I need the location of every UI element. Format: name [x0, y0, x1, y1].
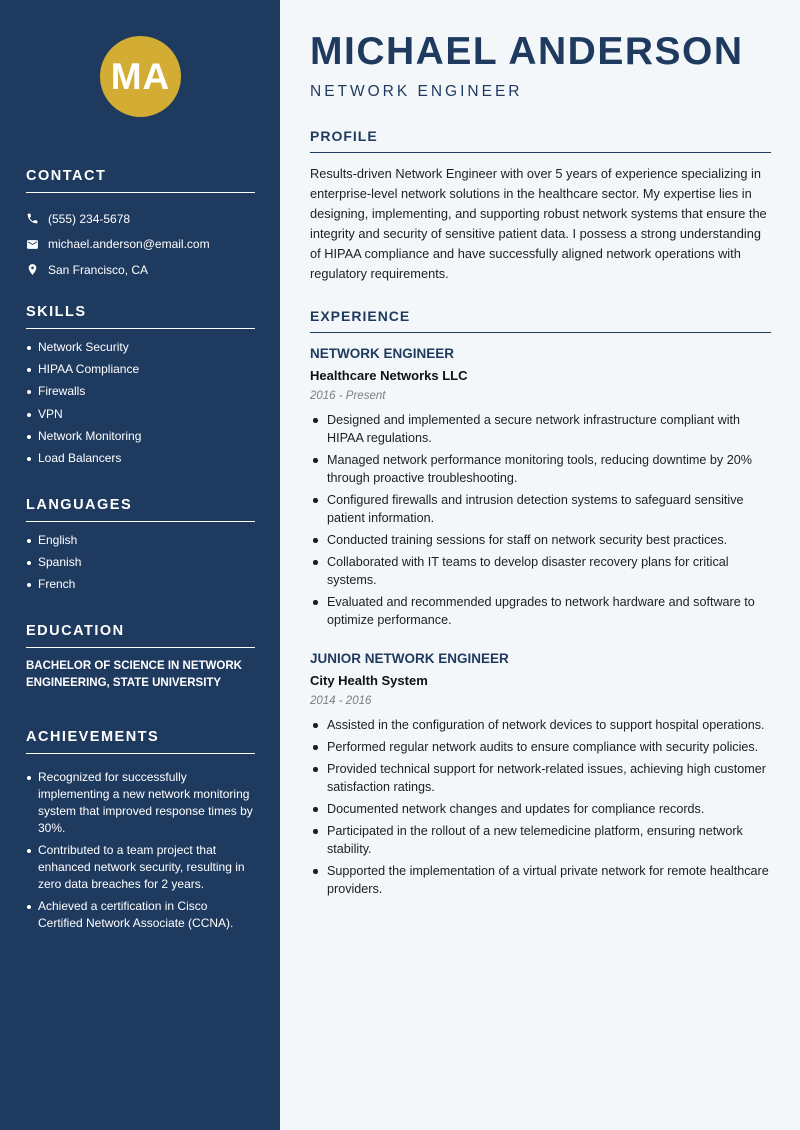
- job-entry: [310, 651, 771, 902]
- avatar: MA: [100, 36, 181, 117]
- contact-phone: [26, 206, 255, 232]
- job-company: Healthcare Networks LLC: [310, 368, 468, 383]
- profile-heading: PROFILE: [310, 128, 771, 153]
- job-bullet: Designed and implemented a secure network infrastructure compliant with HIPAA regulations.: [310, 411, 771, 447]
- achievement-item: Recognized for successfully implementing a new network monitoring system that improved response times by 30%.: [26, 769, 255, 837]
- achievements-heading: ACHIEVEMENTS: [26, 729, 255, 754]
- job-bullet: Participated in the rollout of a new telemedicine platform, ensuring network stability.: [310, 822, 771, 858]
- job-bullet: Supported the implementation of a virtual private network for remote healthcare providers.: [310, 862, 771, 898]
- languages-section: [26, 497, 255, 600]
- job-entry: [310, 346, 771, 633]
- language-item: Spanish: [26, 555, 255, 577]
- job-bullet: Conducted training sessions for staff on network security best practices.: [310, 531, 771, 549]
- achievements-section: [26, 729, 255, 937]
- job-dates: 2016 - Present: [310, 390, 386, 402]
- job-bullet: Managed network performance monitoring tools, reducing downtime by 20% through proactive troubleshooting.: [310, 451, 771, 487]
- skill-item: Network Security: [26, 340, 255, 362]
- education-heading: EDUCATION: [26, 623, 255, 648]
- education-section: [26, 623, 255, 692]
- contact-location: [26, 257, 255, 283]
- contact-email: [26, 232, 255, 258]
- email-icon: [26, 238, 39, 251]
- profile-text: Results-driven Network Engineer with over 5 years of experience specializing in enterprise-level network solutions in the healthcare sector. My expertise lies in designing, implementing, and supporting robust network systems that ensure the integrity and security of sensitive patient data. I possess a strong understanding of HIPAA compliance and have successfully aligned network operations with regulatory requirements.: [310, 166, 767, 281]
- job-bullet: Configured firewalls and intrusion detection systems to safeguard sensitive patient information.: [310, 491, 771, 527]
- email-text: michael.anderson@email.com: [48, 237, 210, 252]
- skills-heading: SKILLS: [26, 304, 255, 329]
- achievement-item: Contributed to a team project that enhanced network security, resulting in zero data breaches for 2 years.: [26, 842, 255, 893]
- contact-section: [26, 168, 255, 283]
- phone-text: (555) 234-5678: [48, 211, 131, 226]
- contact-heading: CONTACT: [26, 168, 255, 193]
- job-title: NETWORK ENGINEER: [310, 346, 455, 361]
- skill-item: VPN: [26, 407, 255, 429]
- job-bullets: [310, 411, 771, 629]
- skill-item: Load Balancers: [26, 451, 255, 473]
- job-company: City Health System: [310, 673, 428, 688]
- skills-section: [26, 304, 255, 473]
- experience-heading: EXPERIENCE: [310, 308, 771, 333]
- sidebar: [0, 0, 280, 1130]
- skill-item: HIPAA Compliance: [26, 362, 255, 384]
- job-bullet: Documented network changes and updates for compliance records.: [310, 800, 771, 818]
- job-bullet: Performed regular network audits to ensure compliance with security policies.: [310, 738, 771, 756]
- phone-icon: [26, 212, 39, 225]
- achievement-item: Achieved a certification in Cisco Certified Network Associate (CCNA).: [26, 898, 255, 932]
- language-item: English: [26, 533, 255, 555]
- job-bullets: [310, 716, 771, 898]
- job-dates: 2014 - 2016: [310, 695, 372, 707]
- candidate-name: MICHAEL ANDERSON: [310, 30, 744, 73]
- education-degree: BACHELOR OF SCIENCE IN NETWORK ENGINEERING, STATE UNIVERSITY: [26, 660, 242, 689]
- job-bullet: Provided technical support for network-related issues, achieving high customer satisfaction ratings.: [310, 760, 771, 796]
- languages-list: [26, 533, 255, 600]
- skills-list: [26, 340, 255, 473]
- job-bullet: Evaluated and recommended upgrades to network hardware and software to optimize performance.: [310, 593, 771, 629]
- job-title-heading: NETWORK ENGINEER: [310, 83, 523, 100]
- achievements-list: [26, 769, 255, 932]
- location-icon: [26, 263, 39, 276]
- job-bullet: Collaborated with IT teams to develop disaster recovery plans for critical systems.: [310, 553, 771, 589]
- job-title: JUNIOR NETWORK ENGINEER: [310, 651, 509, 666]
- skill-item: Network Monitoring: [26, 429, 255, 451]
- skill-item: Firewalls: [26, 384, 255, 406]
- language-item: French: [26, 577, 255, 599]
- languages-heading: LANGUAGES: [26, 497, 255, 522]
- location-text: San Francisco, CA: [48, 262, 149, 277]
- job-bullet: Assisted in the configuration of network devices to support hospital operations.: [310, 716, 771, 734]
